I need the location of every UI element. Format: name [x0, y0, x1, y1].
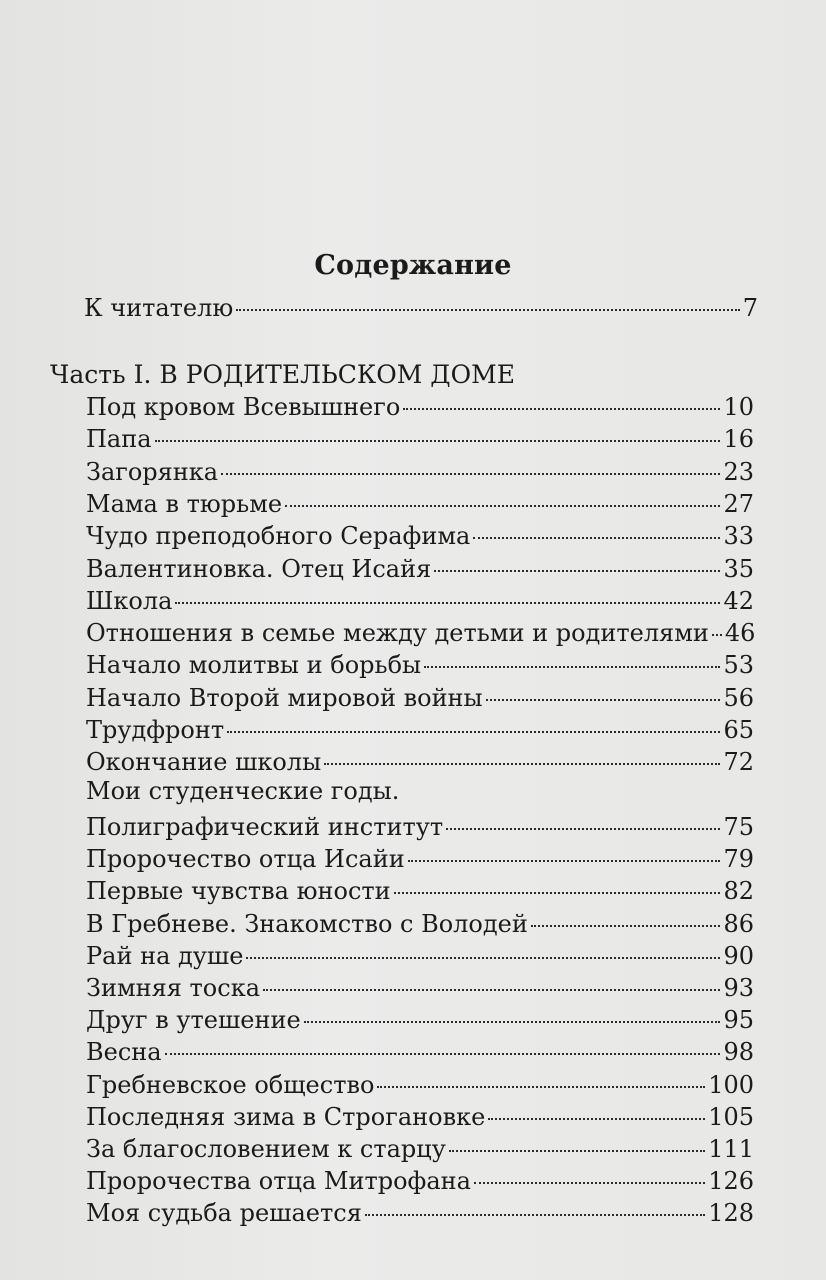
toc-entry — [86, 684, 754, 712]
toc-entry — [86, 619, 754, 647]
dot-leader — [365, 1214, 705, 1216]
toc-entry-page: 93 — [723, 974, 754, 1002]
toc-entry-page: 16 — [723, 425, 754, 454]
toc-entry — [86, 393, 754, 421]
toc-entry — [86, 1167, 754, 1195]
dot-leader — [221, 473, 720, 475]
toc-entry — [86, 587, 754, 615]
toc-entry-page: 72 — [723, 748, 754, 777]
toc-entry — [86, 425, 754, 453]
toc-entry-label: Пророчество отца Исайи — [86, 845, 405, 874]
toc-entry-page: 56 — [723, 683, 754, 712]
dot-leader — [408, 860, 721, 862]
toc-entry-page: 128 — [708, 1199, 754, 1228]
subsection-heading: Мои студенческие годы. — [86, 777, 400, 805]
toc-entry-page: 35 — [723, 554, 754, 583]
dot-leader — [434, 570, 720, 572]
toc-entry-page: 23 — [723, 457, 754, 486]
dot-leader — [263, 989, 720, 991]
toc-entry-label: Первые чувства юности — [86, 877, 391, 906]
toc-entry — [86, 1006, 754, 1034]
toc-entry-label: Рай на душе — [86, 941, 244, 970]
dot-leader — [324, 763, 720, 765]
toc-entry — [86, 877, 754, 905]
toc-entry-page: 75 — [723, 813, 754, 841]
dot-leader — [531, 925, 721, 927]
page-title: Содержание — [314, 250, 512, 281]
toc-entry-label: Загорянка — [86, 457, 219, 486]
toc-entry — [86, 1199, 754, 1227]
part-heading: Часть I. В РОДИТЕЛЬСКОМ ДОМЕ — [50, 360, 515, 389]
toc-entry — [86, 974, 754, 1002]
toc-entry-label: Весна — [86, 1038, 162, 1067]
toc-entry-page: 46 — [724, 619, 756, 648]
dot-leader — [473, 537, 720, 539]
toc-entry — [86, 748, 754, 776]
toc-entry-page: 42 — [723, 586, 754, 615]
dot-leader — [403, 408, 720, 410]
toc-entry — [86, 910, 754, 938]
dot-leader — [246, 957, 720, 959]
toc-entry — [86, 651, 754, 679]
toc-entry-label: В Гребневе. Знакомство с Володей — [86, 909, 528, 938]
toc-entry-page: 98 — [723, 1038, 754, 1067]
toc-entry-page: 100 — [708, 1070, 754, 1099]
dot-leader — [304, 1021, 721, 1023]
toc-entry-label: Друг в утешение — [86, 1006, 301, 1035]
toc-entry-page: 105 — [708, 1102, 754, 1131]
dot-leader — [474, 1182, 705, 1184]
toc-entry-label: Отношения в семье между детьми и родителями — [86, 619, 709, 648]
dot-leader — [227, 731, 720, 733]
toc-entry-label: К читателю — [84, 294, 234, 322]
dot-leader — [236, 309, 739, 311]
dot-leader — [175, 602, 720, 604]
toc-entry-label: Трудфронт — [86, 716, 225, 744]
toc-entry-label: Моя судьба решается — [86, 1199, 362, 1228]
dot-leader — [377, 1086, 705, 1088]
dot-leader — [446, 828, 720, 830]
toc-entry-label: Зимняя тоска — [86, 974, 260, 1002]
toc-entry-label: За благословением к старцу — [86, 1135, 446, 1163]
toc-entry-label: Школа — [86, 586, 173, 615]
dot-leader — [449, 1150, 705, 1152]
toc-entry — [86, 555, 754, 583]
toc-entry-page: 27 — [723, 489, 754, 518]
toc-entry-page: 90 — [723, 941, 754, 970]
toc-entry-label: Валентиновка. Отец Исайя — [86, 554, 432, 583]
toc-entry-page: 53 — [723, 651, 754, 680]
toc-entry-label: Последняя зима в Строгановке — [86, 1102, 486, 1131]
toc-entry — [86, 1135, 754, 1163]
toc-entry-label: Папа — [86, 425, 152, 454]
toc-entry — [86, 1071, 754, 1099]
toc-entry — [86, 942, 754, 970]
toc-entry — [86, 490, 754, 518]
toc-entry-label: Окончание школы — [86, 748, 322, 777]
toc-entry-intro — [84, 294, 758, 322]
toc-entry-page: 126 — [708, 1167, 754, 1196]
dot-leader — [424, 666, 720, 668]
toc-entry-page: 95 — [723, 1006, 754, 1035]
toc-entry-label: Начало молитвы и борьбы — [86, 651, 422, 680]
toc-entry-label: Полиграфический институт — [86, 813, 444, 841]
dot-leader — [394, 892, 721, 894]
toc-entry-label: Гребневское общество — [86, 1070, 375, 1099]
toc-entry-page: 33 — [723, 522, 754, 551]
toc-entry-page: 65 — [723, 716, 754, 744]
toc-entry — [86, 716, 754, 744]
toc-entry — [86, 845, 754, 873]
dot-leader — [155, 440, 721, 442]
toc-entry-label: Пророчества отца Митрофана — [86, 1167, 471, 1196]
toc-entry-label: Мама в тюрьме — [86, 489, 283, 518]
toc-entry-page: 79 — [723, 845, 754, 874]
dot-leader — [285, 505, 720, 507]
dot-leader — [712, 634, 722, 636]
toc-entry-page: 10 — [723, 393, 754, 421]
toc-entry — [86, 813, 754, 841]
dot-leader — [488, 1118, 705, 1120]
toc-entry-page: 86 — [723, 909, 754, 938]
toc-entry — [86, 458, 754, 486]
toc-entry-label: Чудо преподобного Серафима — [86, 522, 471, 551]
dot-leader — [165, 1053, 721, 1055]
toc-entry-page: 82 — [723, 877, 754, 906]
toc-entry — [86, 1103, 754, 1131]
toc-entry-page: 111 — [708, 1135, 754, 1163]
toc-entry-label: Под кровом Всевышнего — [86, 393, 401, 421]
toc-entry — [86, 1038, 754, 1066]
toc-entry-label: Начало Второй мировой войны — [86, 683, 483, 712]
toc-entry — [86, 522, 754, 550]
dot-leader — [486, 699, 721, 701]
toc-entry-page: 7 — [742, 294, 758, 322]
